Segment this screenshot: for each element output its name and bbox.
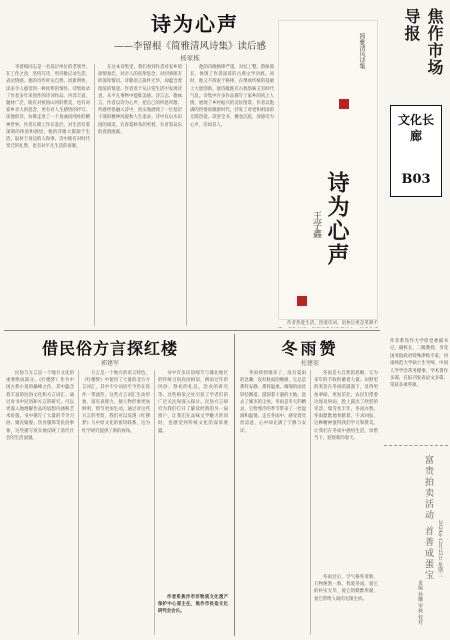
- red-seal-icon: [339, 99, 349, 109]
- column-divider: [310, 370, 311, 635]
- bottom-right-column-3: 冬雨过后，空气格外清新，万物焕然一新。我爱冬雨，爱它的朴实无华，爱它的默默奉献，爱它带给人间的无限生机。: [314, 575, 378, 602]
- bottom-left-column-3: 书中许多民俗细节与豫北地区的传统习俗高度相似，例如过年的风俗、祭祀的礼仪、饮食的讲究等。这些相似之处引发了学者们的广泛关注和深入探讨。民俗方言研究为我们打开了解读经典的另一扇窗户，让我们在品味文学魅力的同时，也感受到传统文化的深厚底蕴。: [158, 371, 228, 434]
- column-divider: [94, 64, 95, 326]
- newspaper-logo: 焦作市场导报: [402, 8, 444, 76]
- main-article-column-3: 他的诗歌格律严谨，对仗工整，韵味悠长，体现了作者深厚的古典文学功底。同时，他又不拘泥于格律，在继承传统的基础上大胆创新，使诗歌既有古典韵味又有时代气息。诗集中许多作品描写了家乡的风土人情，展现了乡村振兴的美好图景。作者以饱满的热情讴歌新时代，抒发了对党和祖国的无限热爱。读罢全书，掩卷沉思，深感诗为心声，诗如其人。: [190, 65, 274, 128]
- bottom-right-title: 冬雨赞: [281, 339, 339, 358]
- dashed-divider: [384, 445, 448, 446]
- bottom-right-author: 杜建宏: [300, 360, 319, 367]
- author-note: 作者系焦作大学原党委副书记、副校长，二级教授，享受国务院政府特殊津贴专家，河南师范大学硕士生导师，中国人学学会常务理事。学术著作多部，在报刊发表论文多篇，荣获多项奖项。: [390, 339, 448, 389]
- bottom-left-column-2: 方言是一个地方的语言特色，《红楼梦》中使用了大量的北方方言词汇，其中不少词语至今仍在焦作一带流传。这些方言词汇生动形象，富有表现力，使人物形象更加鲜明，情节更加生动。通过对这些方言的考察，我们可以发现《红楼梦》与中原文化的密切联系，这为红学研究提供了新的视角。: [82, 371, 150, 434]
- main-article-column-1: 李留根同志是一名基层单位的老领导，在工作之余，坚持写诗，用诗歌记录生活，表达情感。他的诗作朴实自然，清新明快，读来令人感受到一种真挚的情怀。诗集收录了作者多年来创作的诗词作品，内容丰富，题材广泛，既有对祖国山河的赞美，也有对家乡亲人的思念，更有对人生感悟的抒写。读他的诗，仿佛走进了一个真诚而纯朴的精神世界。作者长期工作在基层，对生活有着深刻的体验和感悟，他的诗歌大都源于生活，取材于身边的人和事。诗中既有对时代变迁的礼赞，也有对平凡生活的讴歌。: [6, 65, 90, 150]
- main-article-subtitle: ——李留根《简雅清风诗集》读后感: [113, 41, 266, 52]
- issue-date: 2024年12月25日 星期三: [437, 520, 443, 578]
- masthead-slogan: 富贵拍卖活动 首善成蛋宝: [423, 455, 433, 581]
- bottom-right-column-2: 冬雨是大自然的恩赐，它为来年的丰收积蓄着力量。田野里的麦苗在冬雨的滋润下，显得更加翠绿，更加茁壮。农民们望着这场及时雨，脸上露出了欣慰的笑容。瑞雪兆丰年，冬雨亦然。冬雨默默地奉献着，不求回报，这种精神值得我们学习和赞美。让我们在冬雨中感悟生活，珍惜当下，迎接新的春天。: [314, 371, 378, 441]
- calligraphy-signature: 王学鑫: [311, 211, 321, 238]
- bottom-left-author: 郭建军: [100, 360, 119, 367]
- column-divider: [186, 64, 187, 326]
- bottom-left-column-1: 民俗与方言是一个地方文化的重要组成部分。《红楼梦》作为中国古典小说的巅峰之作，其中蕴含着丰富的民俗文化和方言词汇。通过对书中民俗和方言的研究，可以更深入地理解作品的思想内涵和艺术价值。书中描写了大量的节令习俗、婚丧嫁娶、饮食服饰等民俗事象，这些描写真实地反映了清代社会的生活面貌。: [6, 371, 74, 441]
- main-article-title: 诗为心声: [151, 12, 239, 36]
- main-article-column-2: 在这本诗集里，我们看到作者对家乡的深情眷恋，对亲人的真挚思念，对同事朋友的深厚情谊。诗歌语言质朴无华，却蕴含着浓浓的情意。作者善于从日常生活中发现诗意，从平凡事物中提炼美感。诗言志，歌咏言，作者以诗为心声，把自己的所思所想、所感所悟融入诗中，真实地展现了一位基层干部的精神风貌和人生追求。诗中有山水田园的闲适，有春夏秋冬的更替，有喜怒哀乐的真情流露。: [98, 65, 182, 135]
- calligraphy-main-text: 诗为心声: [324, 171, 350, 267]
- column-divider: [154, 370, 155, 635]
- column-divider: [78, 370, 79, 635]
- page-number: B03: [401, 172, 431, 187]
- calligraphy-artwork: [278, 20, 378, 320]
- section-divider: [4, 330, 380, 331]
- main-article-byline: 杨家栋: [180, 54, 200, 62]
- bottom-right-column-1: 冬雨悄悄地来了，没有夏雨的急骤，没有秋雨的缠绵，它总是那样安静，那样温柔。细细的雨丝轻轻飘落，滋润着干涸的大地，洗去了城市的尘埃。冬雨是冬天的精灵，它给寒冷的季节带来了一丝湿润和温情。走在冬雨中，感受着丝丝凉意，心中却充满了宁静与安详。: [240, 371, 306, 434]
- article-divider: [234, 334, 235, 636]
- red-seal-icon: [297, 296, 307, 306]
- bottom-left-title: 借民俗方言探红楼: [41, 339, 178, 358]
- section-label: 文化长廊: [397, 113, 434, 143]
- bottom-left-author-note: 作者系焦作市非物质文化遗产保护中心原主任，焦作市民俗文化研究会会长。: [158, 595, 228, 615]
- section-box: [390, 105, 442, 197]
- editor-credits: 责编 孙娜 审核 校对: [417, 580, 423, 625]
- calligraphy-verse: 简雅清风诗集: [358, 33, 365, 69]
- main-article-column-4: 作者热爱生活，热爱诗词，退休后更是笔耕不: [287, 321, 378, 326]
